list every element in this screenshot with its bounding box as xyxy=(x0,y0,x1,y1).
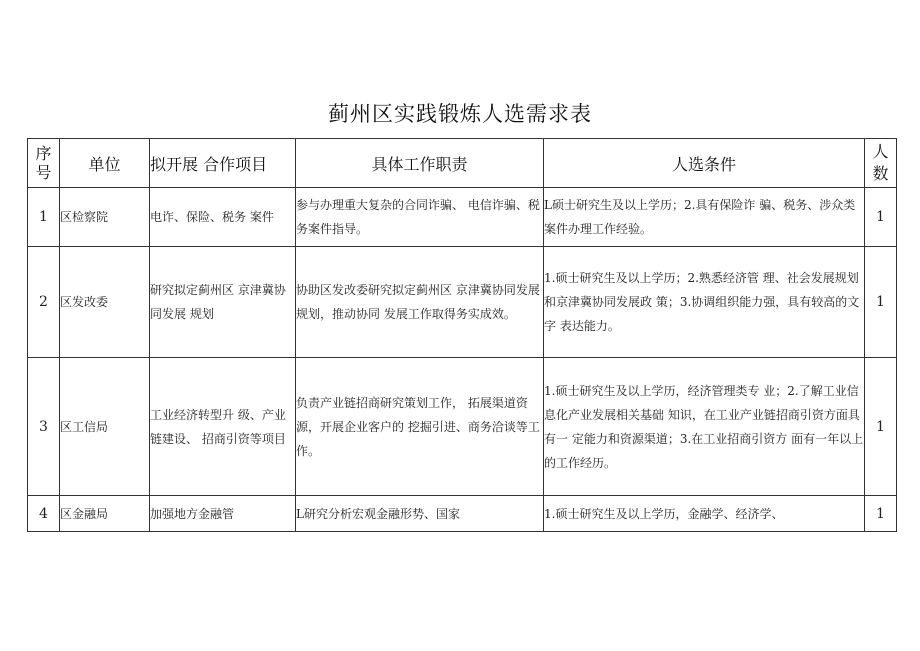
row-conditions: L硕士研究生及以上学历；2.具有保险诈 骗、税务、涉众类案件办理工作经验。 xyxy=(544,188,865,247)
row-unit: 区金融局 xyxy=(60,496,150,532)
row-duty: L研究分析宏观金融形势、国家 xyxy=(296,496,544,532)
header-project: 拟开展 合作项目 xyxy=(150,139,296,188)
requirements-table xyxy=(27,138,897,532)
header-unit: 单位 xyxy=(60,139,150,188)
row-project: 研究拟定蓟州区 京津冀协同发展 规划 xyxy=(150,247,296,358)
row-num: 4 xyxy=(28,496,60,532)
row-project: 加强地方金融管 xyxy=(150,496,296,532)
table-header-row xyxy=(28,139,897,188)
row-unit: 区检察院 xyxy=(60,188,150,247)
header-duty: 具体工作职责 xyxy=(296,139,544,188)
table-row xyxy=(28,188,897,247)
row-unit: 区工信局 xyxy=(60,358,150,496)
row-duty: 协助区发改委研究拟定蓟州区 京津冀协同发展规划，推动协同 发展工作取得务实成效。 xyxy=(296,247,544,358)
row-count: 1 xyxy=(865,188,897,247)
row-project: 工业经济转型升 级、产业链建设、 招商引资等项目 xyxy=(150,358,296,496)
row-conditions: 1.硕士研究生及以上学历，经济管理类专 业；2.了解工业信息化产业发展相关基础 知识，在工业产业链招商引资方面具有一 定能力和资源渠道；3.在工业招商引资方 面有一年以上的工作经历。 xyxy=(544,358,865,496)
table-row xyxy=(28,358,897,496)
row-conditions: 1.硕士研究生及以上学历，金融学、经济学、 xyxy=(544,496,865,532)
row-conditions: 1.硕士研究生及以上学历；2.熟悉经济管 理、社会发展规划和京津冀协同发展政 策；3.协调组织能力强，具有较高的文字 表达能力。 xyxy=(544,247,865,358)
page-title: 蓟州区实践锻炼人选需求表 xyxy=(328,102,592,126)
row-unit: 区发改委 xyxy=(60,247,150,358)
row-count: 1 xyxy=(865,358,897,496)
row-num: 2 xyxy=(28,247,60,358)
table-row xyxy=(28,496,897,532)
row-duty: 负责产业链招商研究策划工作， 拓展渠道资源，开展企业客户的 挖掘引进、商务洽谈等工作。 xyxy=(296,358,544,496)
header-conditions: 人选条件 xyxy=(544,139,865,188)
table-row xyxy=(28,247,897,358)
row-num: 3 xyxy=(28,358,60,496)
row-count: 1 xyxy=(865,247,897,358)
row-count: 1 xyxy=(865,496,897,532)
row-project: 电诈、保险、税务 案件 xyxy=(150,188,296,247)
header-count: 人数 xyxy=(865,139,897,188)
header-num: 序号 xyxy=(28,139,60,188)
row-duty: 参与办理重大复杂的合同诈骗、 电信诈骗、税务案件指导。 xyxy=(296,188,544,247)
row-num: 1 xyxy=(28,188,60,247)
